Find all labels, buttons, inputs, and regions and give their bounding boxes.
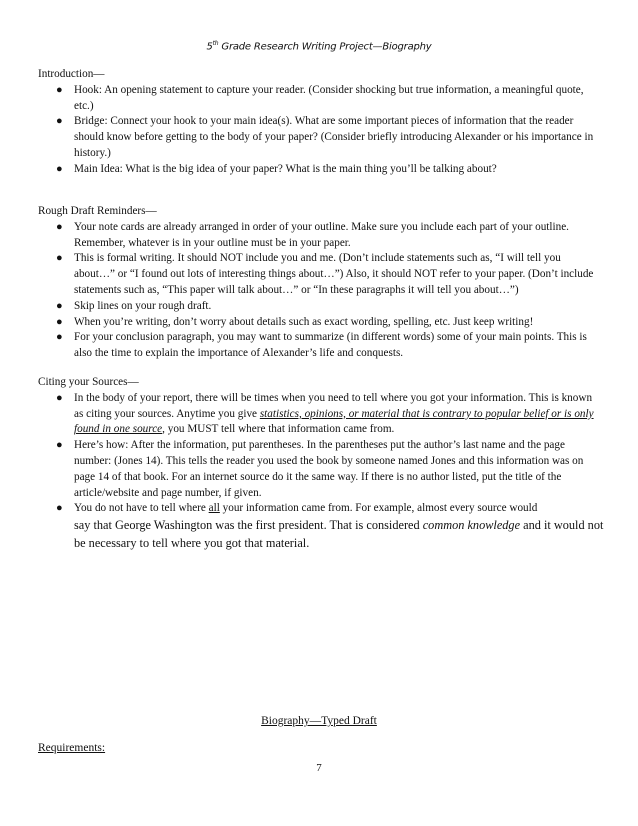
header-grade: 5 <box>206 41 213 53</box>
bullet-icon: ● <box>56 391 63 404</box>
intro-hook: Hook: An opening statement to capture your reader. (Consider shocking but true information, a meaningful quote, etc.) <box>74 83 584 112</box>
citing-item3-f: and it would not be necessary to tell where you got that material. <box>74 518 604 550</box>
intro-bridge: Bridge: Connect your hook to your main idea(s). What are some important pieces of information that the reader should know before getting to the body of your paper? (Consider briefly introducing Alexander or his importance in history.) <box>74 115 594 159</box>
citing-item3-common-knowledge: common knowledge <box>422 518 521 533</box>
rough-draft-section <box>38 204 604 362</box>
list-item <box>38 83 604 115</box>
citing-heading: Citing your Sources— <box>38 376 139 388</box>
introduction-list <box>38 83 604 178</box>
list-item <box>38 220 604 252</box>
bullet-icon: ● <box>56 331 63 344</box>
list-item <box>38 501 604 552</box>
list-item <box>38 315 604 331</box>
citing-item3-a: You do not have to tell where <box>74 502 209 515</box>
rough-item-outline: Your note cards are already arranged in order of your outline. Make sure you include each part of your outline. Remember, whatever is in your outline must be in your paper. <box>74 220 569 249</box>
requirements-heading: Requirements: <box>38 742 106 754</box>
rough-item-skip-lines: Skip lines on your rough draft. <box>74 299 212 312</box>
list-item <box>38 299 604 315</box>
header-title: Grade Research Writing Project—Biography <box>218 41 432 53</box>
citing-section <box>38 375 604 553</box>
bullet-icon: ● <box>56 252 63 265</box>
typed-draft-title-text: Biography—Typed Draft <box>261 715 377 727</box>
bullet-icon: ● <box>56 299 63 312</box>
bullet-icon: ● <box>56 315 63 328</box>
rough-item-keep-writing: When you’re writing, don’t worry about details such as exact wording, spelling, etc. Just keep writing! <box>74 315 534 328</box>
page-header <box>0 40 638 52</box>
bullet-icon: ● <box>56 502 63 515</box>
citing-item3-c: your information came from. For example, almost every source would <box>219 502 538 515</box>
citing-item2: Here’s how: After the information, put parentheses. In the parentheses put the author’s last name and the page number: (Jones 14). This tells the reader you used the book by someone named Jones and this information was on page 14 of that book. For an internet source do it the same way. If there is no author listed, put the title of the article/website and page number, if given. <box>74 439 584 499</box>
citing-item1-c: , you MUST tell where that information came from. <box>162 423 395 436</box>
citing-item3-all: all <box>208 502 220 515</box>
rough-draft-list <box>38 220 604 362</box>
citing-list <box>38 391 604 553</box>
bullet-icon: ● <box>56 83 63 96</box>
page-number: 7 <box>316 762 322 774</box>
list-item <box>38 114 604 161</box>
citing-item1-a: In the body of your report, there will be times when you need to tell where you got your information. This is known as citing your sources. Anytime you give <box>74 391 593 420</box>
citing-item3-d: say that George Washington was the first president. That is considered <box>74 518 423 533</box>
header-sup: th <box>212 40 219 47</box>
bullet-icon: ● <box>56 115 63 128</box>
bullet-icon: ● <box>56 162 63 175</box>
list-item <box>38 438 604 501</box>
citing-item1-emphasis: statistics, opinions, or material that is contrary to popular belief or is only found in one source <box>74 407 594 436</box>
list-item <box>38 391 604 438</box>
bullet-icon: ● <box>56 439 63 452</box>
list-item <box>38 251 604 298</box>
list-item <box>38 162 604 178</box>
typed-draft-title <box>0 715 638 727</box>
list-item <box>38 330 604 362</box>
rough-item-conclusion: For your conclusion paragraph, you may want to summarize (in different words) some of your main points. This is also the time to explain the importance of Alexander’s life and conquests. <box>74 331 587 360</box>
intro-main-idea: Main Idea: What is the big idea of your paper? What is the main thing you’ll be talking about? <box>74 162 497 175</box>
introduction-section <box>38 67 604 178</box>
introduction-heading: Introduction— <box>38 68 105 80</box>
bullet-icon: ● <box>56 220 63 233</box>
rough-draft-heading: Rough Draft Reminders— <box>38 205 157 217</box>
rough-item-formal: This is formal writing. It should NOT include you and me. (Don’t include statements such as, “I will tell you about…” or “I found out lots of interesting things about…”) Also, it should NOT refer to your paper. (Don’t include statements such as, “This paper will talk about…” or “In these paragraphs it will tell you about…”) <box>74 252 594 296</box>
